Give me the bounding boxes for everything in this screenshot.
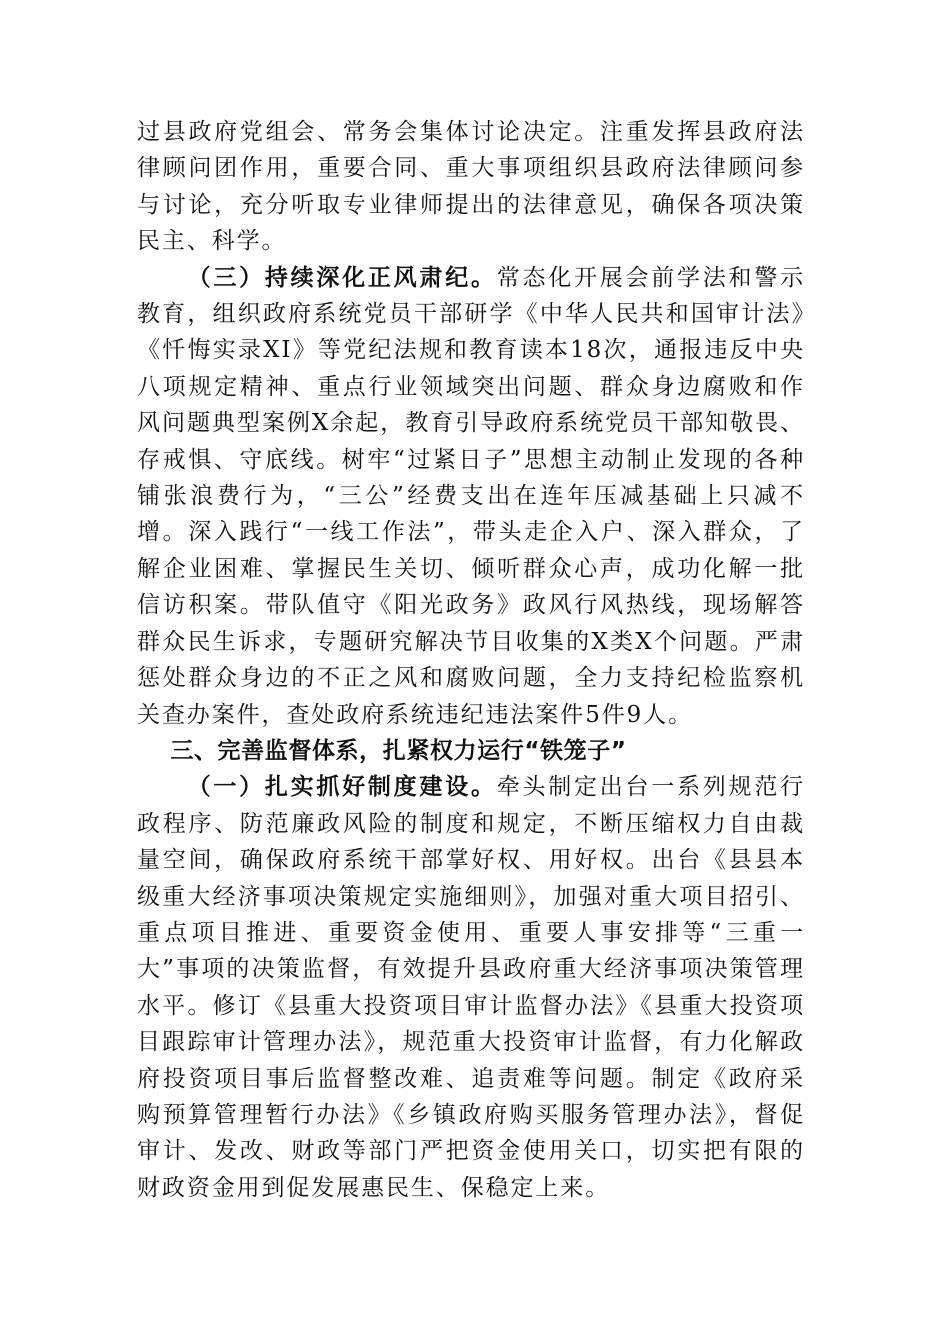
document-body <box>137 114 805 1206</box>
paragraph-continued: 过县政府党组会、常务会集体讨论决定。注重发挥县政府法律顾问团作用，重要合同、重大事项组织县政府法律顾问参与讨论，充分听取专业律师提出的法律意见，确保各项决策民主、科学。 <box>137 119 805 255</box>
paragraph-text: 牵头制定出台一系列规范行政程序、防范廉政风险的制度和规定，不断压缩权力自由裁量空间，确保政府系统干部掌好权、用好权。出台《县县本级重大经济事项决策规定实施细则》，加强对重大项目招引、重点项目推进、重要资金使用、重要人事安排等“三重一大”事项的决策监督，有效提升县政府重大经济事项决策管理水平。修订《县重大投资项目审计监督办法》《县重大投资项目跟踪审计管理办法》，规范重大投资审计监督，有力化解政府投资项目事后监督整改难、追责难等问题。制定《政府采购预算管理暂行办法》《乡镇政府购买服务管理办法》，督促审计、发改、财政等部门严把资金使用关口，切实把有限的财政资金用到促发展惠民生、保稳定上来。 <box>137 774 805 1201</box>
section-heading: 三、完善监督体系，扎紧权力运行“铁笼子” <box>170 737 627 764</box>
paragraph-lead-heading: （三）持续深化正风肃纪。 <box>187 264 497 291</box>
paragraph-lead-heading: （一）扎实抓好制度建设。 <box>187 774 497 801</box>
paragraph-text: 常态化开展会前学法和警示教育，组织政府系统党员干部研学《中华人民共和国审计法》《忏悔实录XI》等党纪法规和教育读本18次，通报违反中央八项规定精神、重点行业领域突出问题、群众身边腐败和作风问题典型案例X余起，教育引导政府系统党员干部知敬畏、存戒惧、守底线。树牢“过紧日子”思想主动制止发现的各种铺张浪费行为，“三公”经费支出在连年压减基础上只减不增。深入践行“一线工作法”，带头走企入户、深入群众，了解企业困难、掌握民生关切、倾听群众心声，成功化解一批信访积案。带队值守《阳光政务》政风行风热线，现场解答群众民生诉求，专题研究解决节目收集的X类X个问题。严肃惩处群众身边的不正之风和腐败问题，全力支持纪检监察机关查办案件，查处政府系统违纪违法案件5件9人。 <box>137 264 805 728</box>
paragraph-subsection-1 <box>137 769 805 1206</box>
paragraph-section-3 <box>137 260 805 733</box>
